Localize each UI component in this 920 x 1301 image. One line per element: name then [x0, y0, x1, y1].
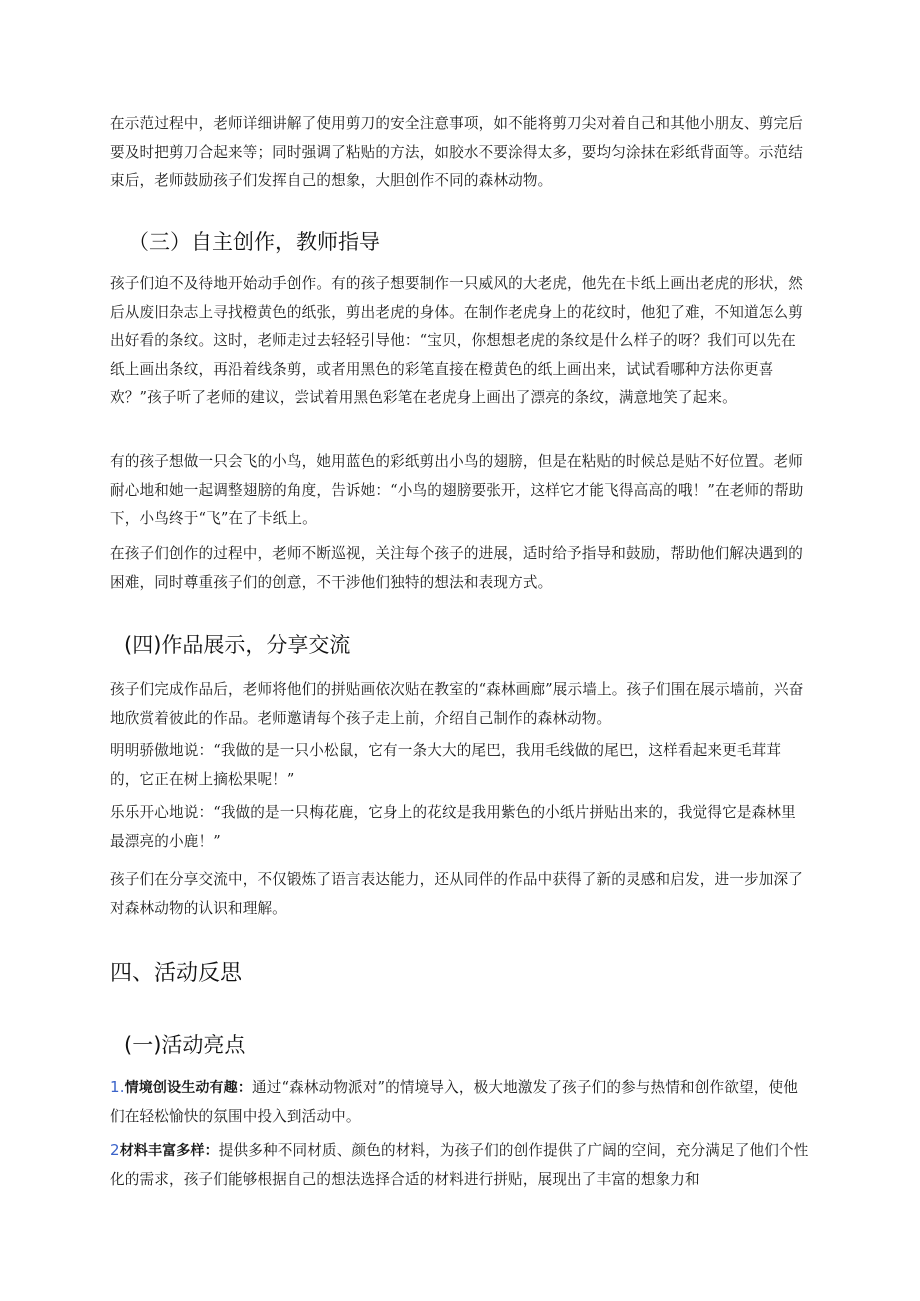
list-item-text: 提供多种不同材质、颜色的材料，为孩子们的创作提供了广阔的空间，充分满足了他们个性化的需求，孩子们能够根据自己的想法选择合适的材料进行拼贴，展现出了丰富的想象力和	[110, 1142, 809, 1188]
paragraph-mingming: 明明骄傲地说：“我做的是一只小松鼠，它有一条大大的尾巴，我用毛线做的尾巴，这样看起来更毛茸茸的，它正在树上摘松果呢！”	[110, 742, 782, 788]
list-item-text: 通过“森林动物派对”的情境导入，极大地激发了孩子们的参与热情和创作欲望，使他们在轻松愉快的氛围中投入到活动中。	[110, 1079, 798, 1125]
list-item-title: 材料丰富多样：	[119, 1143, 219, 1159]
list-number: 2	[110, 1141, 120, 1159]
heading-section-4: (四)作品展示，分享交流	[124, 633, 351, 657]
heading-highlights: (一)活动亮点	[124, 1033, 246, 1057]
paragraph-sharing: 孩子们在分享交流中，不仅锻炼了语言表达能力，还从同伴的作品中获得了新的灵感和启发，进一步加深了对森林动物的认识和理解。	[110, 871, 803, 917]
paragraph-gallery: 孩子们完成作品后，老师将他们的拼贴画依次贴在教室的“森林画廊”展示墙上。孩子们围在展示墙前，兴奋地欣赏着彼此的作品。老师邀请每个孩子走上前，介绍自己制作的森林动物。	[110, 681, 804, 727]
heading-chapter-4: 四、活动反思	[110, 961, 243, 986]
paragraph-lele: 乐乐开心地说：“我做的是一只梅花鹿，它身上的花纹是我用紫色的小纸片拼贴出来的，我觉得它是森林里最漂亮的小鹿！”	[110, 804, 796, 850]
paragraph-bird: 有的孩子想做一只会飞的小鸟，她用蓝色的彩纸剪出小鸟的翅膀，但是在粘贴的时候总是贴不好位置。老师耐心地和她一起调整翅膀的角度，告诉她：“小鸟的翅膀要张开，这样它才能飞得高高的哦！”在老师的帮助下，小鸟终于“飞”在了卡纸上。	[110, 453, 804, 527]
paragraph-teacher-patrol: 在孩子们创作的过程中，老师不断巡视，关注每个孩子的进展，适时给予指导和鼓励，帮助他们解决遇到的困难，同时尊重孩子们的创意，不干涉他们独特的想法和表现方式。	[110, 545, 803, 591]
paragraph-tiger: 孩子们迫不及待地开始动手创作。有的孩子想要制作一只威风的大老虎，他先在卡纸上画出老虎的形状，然后从废旧杂志上寻找橙黄色的纸张，剪出老虎的身体。在制作老虎身上的花纹时，他犯了难，不知道怎么剪出好看的条纹。这时，老师走过去轻轻引导他：“宝贝，你想想老虎的条纹是什么样子的呀？我们可以先在纸上画出条纹，再沿着线条剪，或者用黑色的彩笔直接在橙黄色的纸上画出来，试试看哪种方法你更喜欢？”孩子听了老师的建议，尝试着用黑色彩笔在老虎身上画出了漂亮的条纹，满意地笑了起来。	[110, 275, 803, 406]
list-item-title: 情境创设生动有趣：	[124, 1080, 252, 1096]
list-item-highlight-1	[110, 1073, 810, 1131]
heading-section-3: （三）自主创作，教师指导	[128, 230, 380, 254]
list-item-highlight-2	[110, 1136, 810, 1194]
paragraph-demo-safety: 在示范过程中，老师详细讲解了使用剪刀的安全注意事项，如不能将剪刀尖对着自己和其他小朋友、剪完后要及时把剪刀合起来等；同时强调了粘贴的方法，如胶水不要涂得太多，要均匀涂抹在彩纸背面等。示范结束后，老师鼓励孩子们发挥自己的想象，大胆创作不同的森林动物。	[110, 115, 803, 189]
list-number: 1.	[110, 1078, 125, 1096]
